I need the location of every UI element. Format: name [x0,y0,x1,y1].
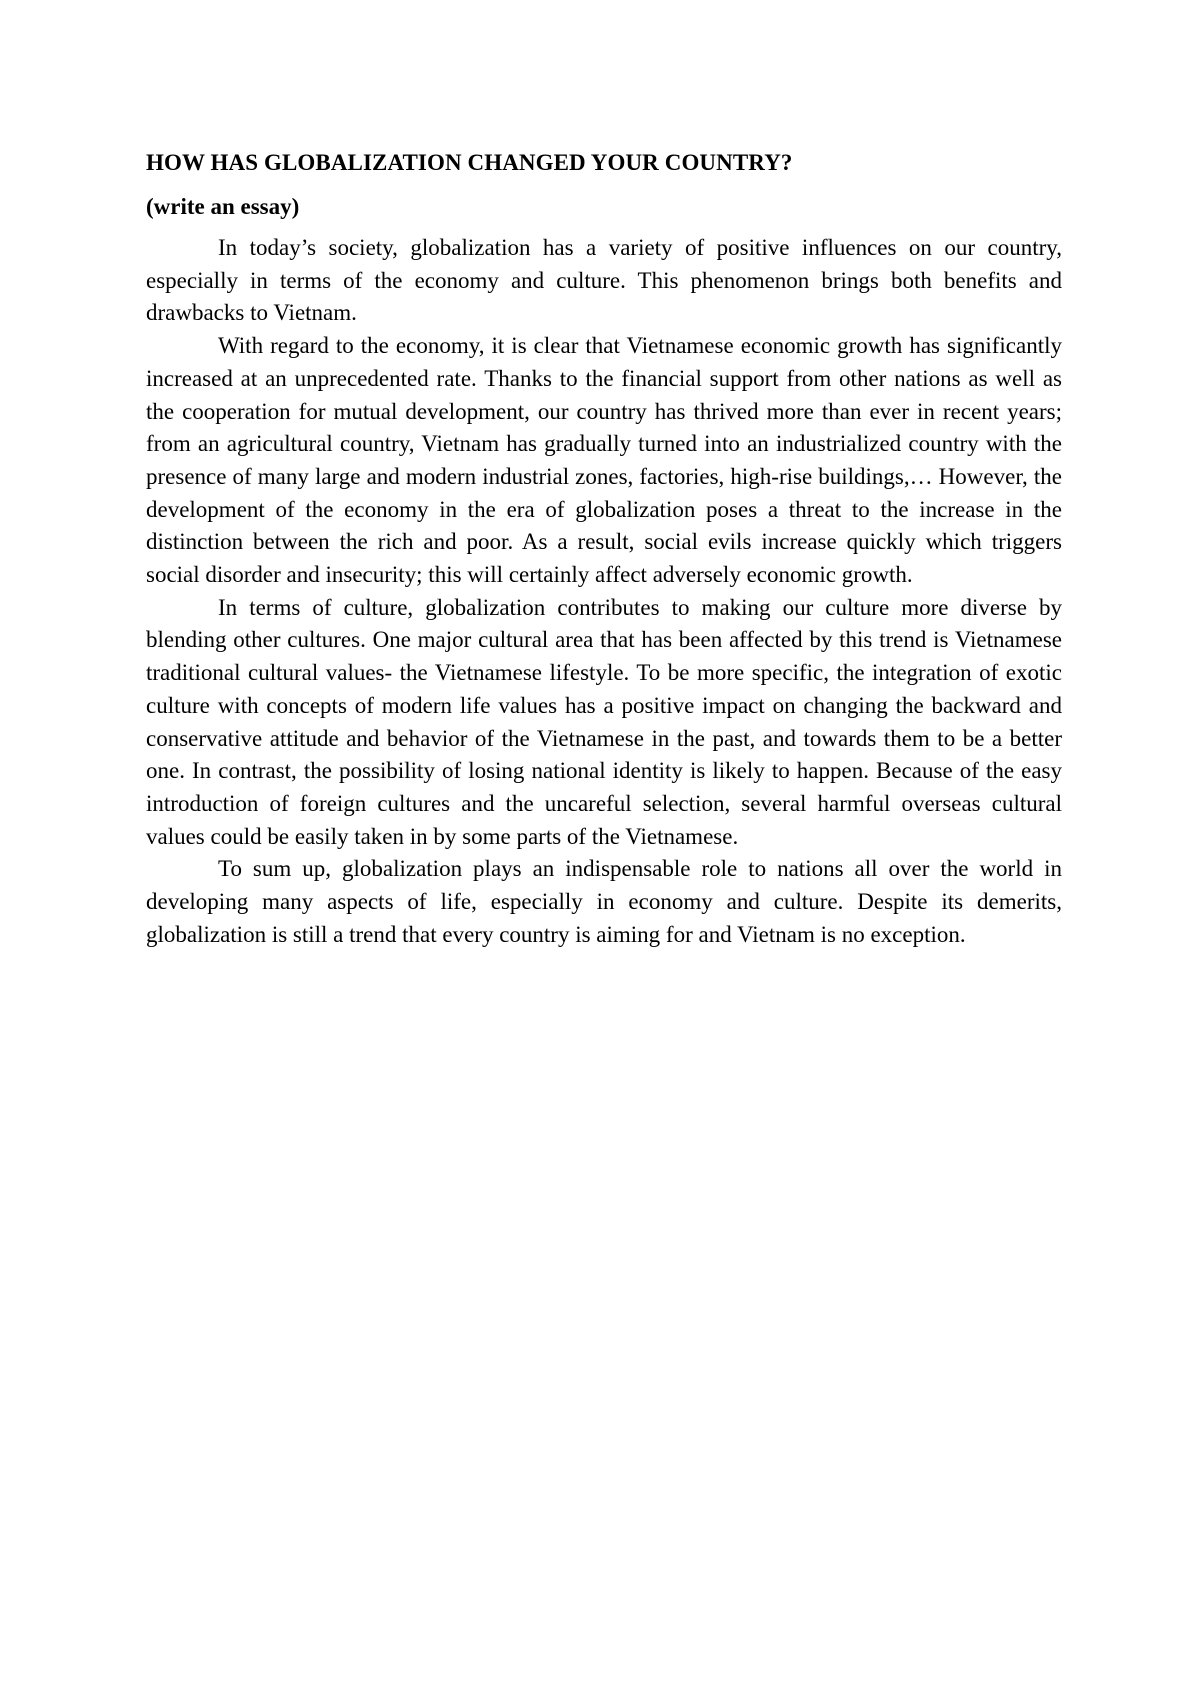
essay-subtitle: (write an essay) [146,194,300,219]
essay-title: HOW HAS GLOBALIZATION CHANGED YOUR COUNTRY? [146,150,793,175]
document-page [146,148,1062,951]
paragraph-economy: With regard to the economy, it is clear that Vietnamese economic growth has significantly increased at an unprecedented rate. Thanks to the financial support from other nations as well as the cooperation for mutual development, our country has thrived more than ever in recent years; from an agricultural country, Vietnam has gradually turned into an industrialized country with the presence of many large and modern industrial zones, factories, high-rise buildings,… However, the development of the economy in the era of globalization poses a threat to the increase in the distinction between the rich and poor. As a result, social evils increase quickly which triggers social disorder and insecurity; this will certainly affect adversely economic growth. [146,333,1062,588]
paragraph-conclusion: To sum up, globalization plays an indispensable role to nations all over the world in developing many aspects of life, especially in economy and culture. Despite its demerits, globalization is still a trend that every country is aiming for and Vietnam is no exception. [146,856,1062,947]
paragraph-introduction: In today’s society, globalization has a variety of positive influences on our country, especially in terms of the economy and culture. This phenomenon brings both benefits and drawbacks to Vietnam. [146,235,1062,326]
paragraph-culture: In terms of culture, globalization contributes to making our culture more diverse by blending other cultures. One major cultural area that has been affected by this trend is Vietnamese traditional cultural values- the Vietnamese lifestyle. To be more specific, the integration of exotic culture with concepts of modern life values has a positive impact on changing the backward and conservative attitude and behavior of the Vietnamese in the past, and towards them to be a better one. In contrast, the possibility of losing national identity is likely to happen. Because of the easy introduction of foreign cultures and the uncareful selection, several harmful overseas cultural values could be easily taken in by some parts of the Vietnamese. [146,594,1062,849]
